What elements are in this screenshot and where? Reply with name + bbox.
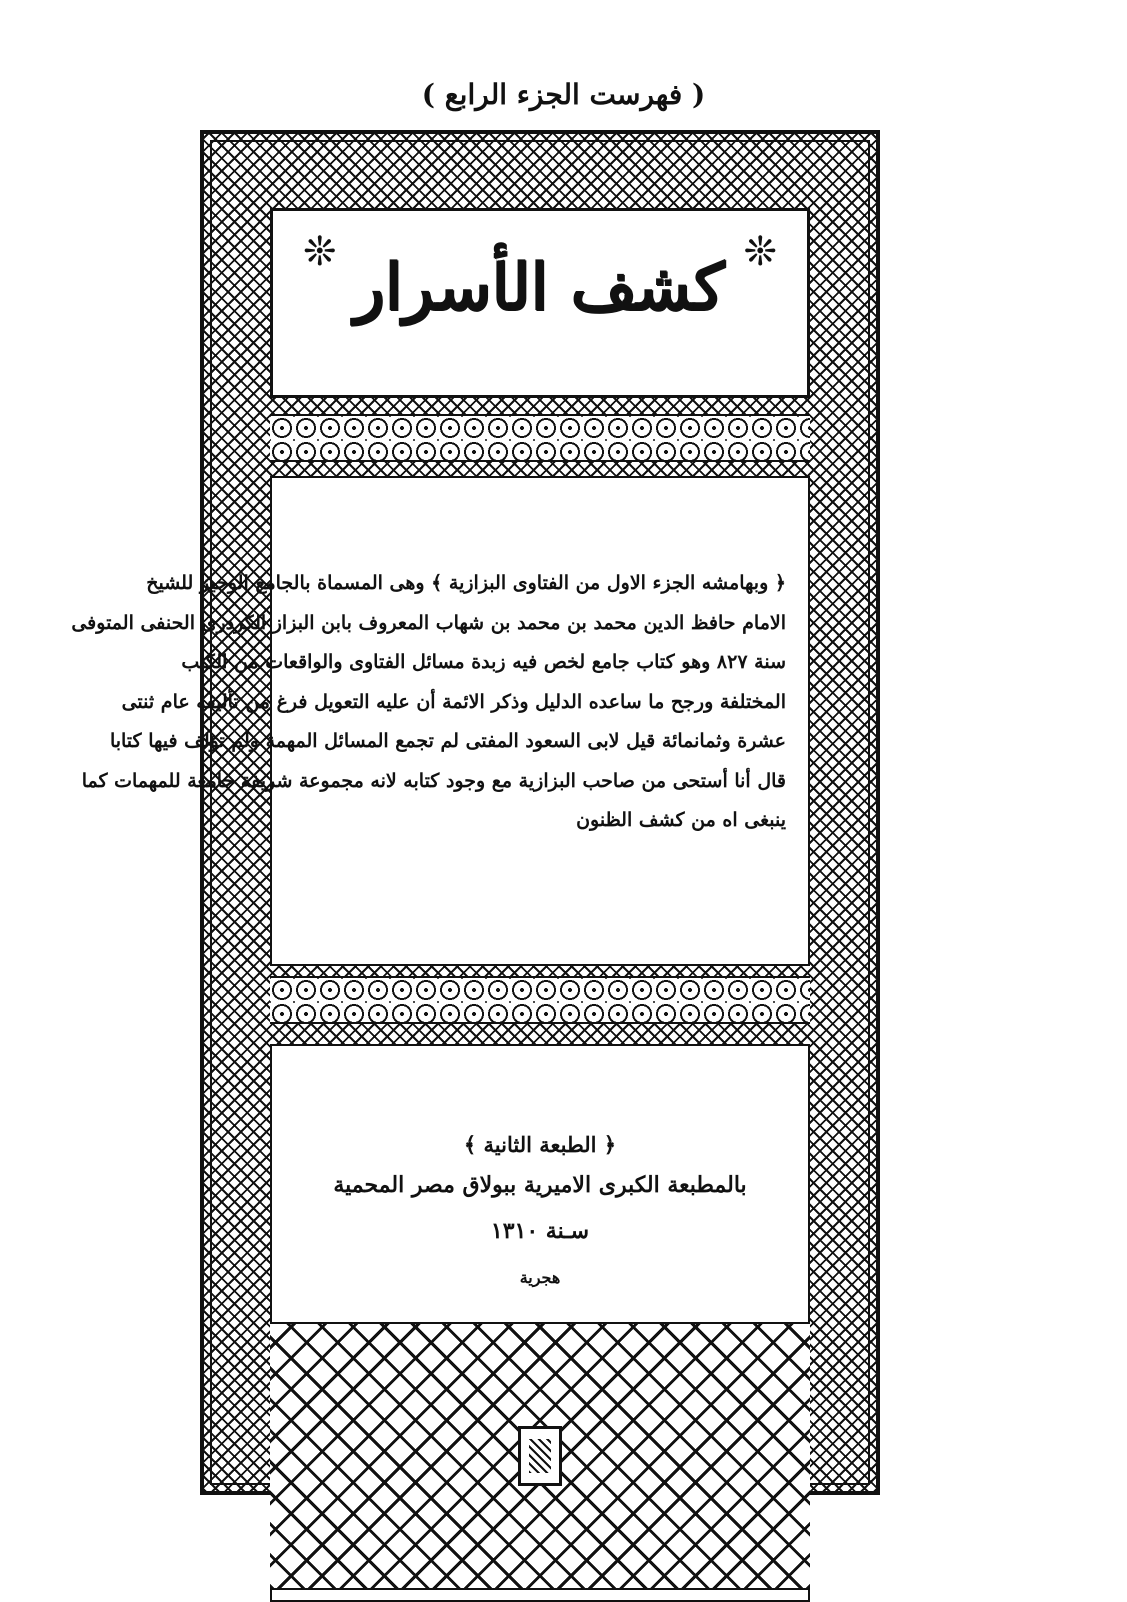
description-line: المختلفة ورجح ما ساعده الدليل وذكر الائمة أن عليه التعويل فرغ من تأليفه عام ثنتى <box>121 690 786 713</box>
ornamental-frame <box>71 130 880 1495</box>
ornament-star-icon: ❊ <box>303 229 337 275</box>
ornamental-band <box>270 976 810 1024</box>
ornamental-footer-band <box>270 1322 810 1590</box>
description-text <box>71 564 786 841</box>
publication-year: سـنة ١٣١٠ <box>490 1218 590 1244</box>
emblem-icon <box>518 1426 562 1486</box>
page-heading: ( فهرست الجزء الرابع ) <box>421 78 706 111</box>
imprint-area <box>272 1046 808 1318</box>
ornamental-band <box>270 414 810 462</box>
description-line: ﴿ وبهامشه الجزء الاول من الفتاوى البزازية ﴾ وهى المسماة بالجامع الوجيز للشيخ <box>146 572 786 594</box>
description-line: ينبغى اه من كشف الظنون <box>576 809 786 831</box>
description-line: الامام حافظ الدين محمد بن محمد بن شهاب المعروف بابن البزاز الكردرى الحنفى المتوفى <box>71 611 786 634</box>
ornament-star-icon: ❊ <box>743 229 777 275</box>
book-title: كشف الأسرار <box>354 251 726 326</box>
press-name: بالمطبعة الكبرى الاميرية ببولاق مصر المحمية <box>333 1172 747 1198</box>
calendar-era: هجرية <box>519 1268 561 1287</box>
description-line: قال أنا أستحى من صاحب البزازية مع وجود كتابه لانه مجموعة شريفة جامعة للمهمات كما <box>81 769 786 792</box>
title-panel <box>270 208 810 398</box>
description-panel <box>71 476 810 966</box>
description-line: عشرة وثمانمائة قيل لابى السعود المفتى لم تجمع المسائل المهمة ولم تؤلف فيها كتابا <box>109 730 786 752</box>
edition-label: ﴿ الطبعة الثانية ﴾ <box>463 1132 617 1157</box>
description-line: سنة ٨٢٧ وهو كتاب جامع لخص فيه زبدة مسائل الفتاوى والواقعات من الكتب <box>181 651 786 673</box>
